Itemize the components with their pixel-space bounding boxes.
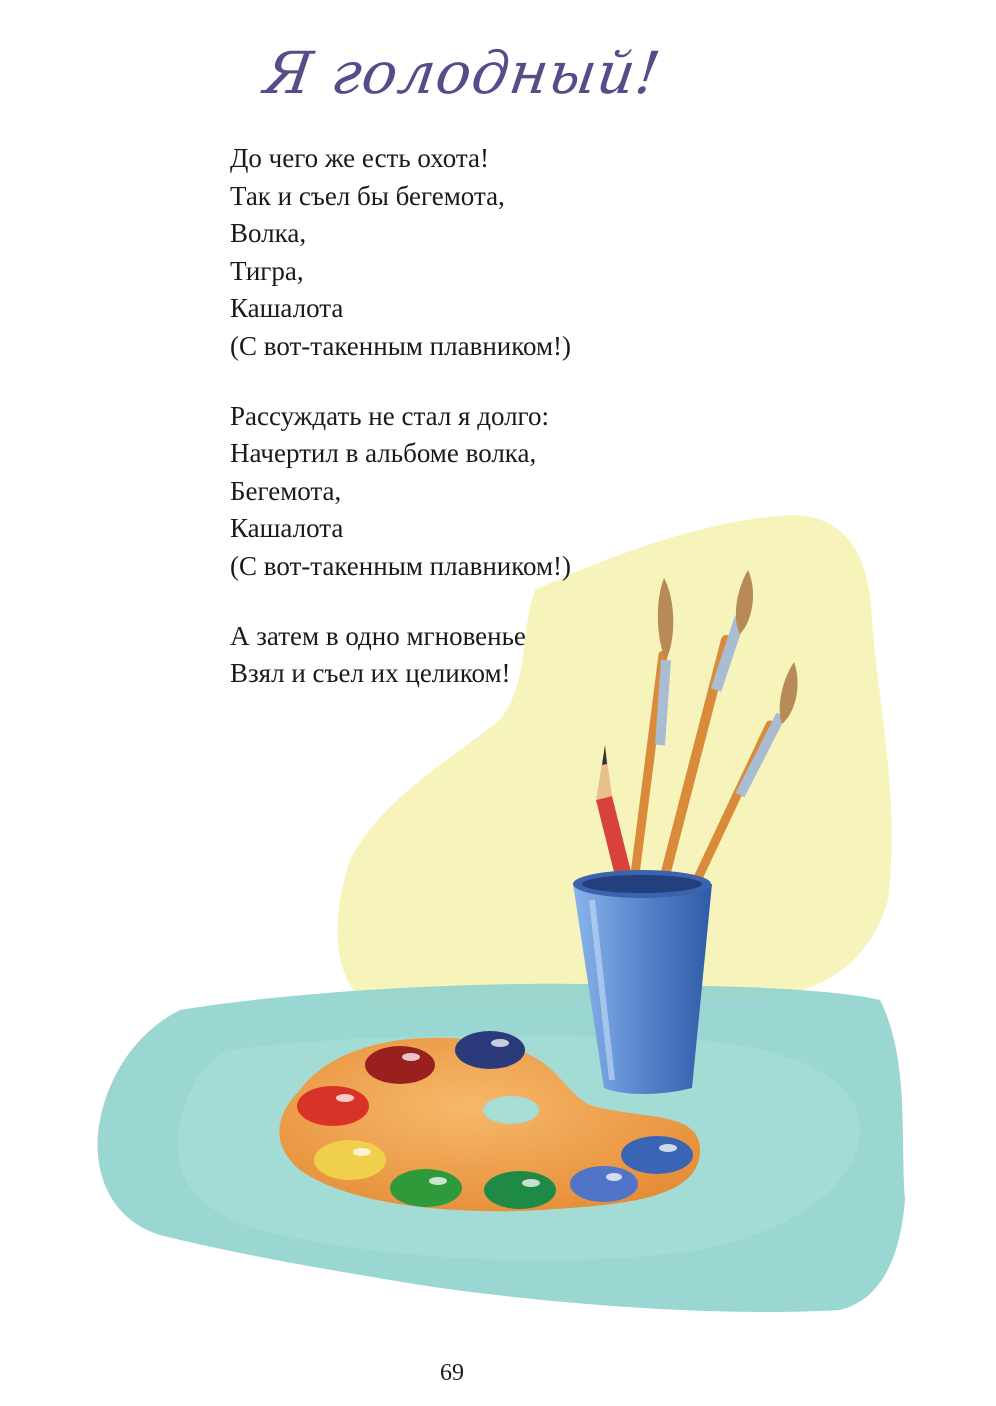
poem-line: Кашалота <box>230 293 344 324</box>
stanza <box>230 398 710 586</box>
poem-line: Бегемота, <box>230 475 342 506</box>
poem-title: Я голодный! <box>260 39 666 107</box>
poem-line: А затем в одно мгновенье <box>230 620 526 651</box>
paint-blob <box>297 1086 369 1126</box>
paint-blob <box>455 1031 525 1069</box>
poem-line: Так и съел бы бегемота, <box>230 180 505 211</box>
poem-line: Взял и съел их целиком! <box>230 658 511 689</box>
paint-blob <box>621 1136 693 1174</box>
poem-line: (С вот-такенным плавником!) <box>230 330 572 361</box>
paint-blob <box>365 1046 435 1084</box>
poem-line: Тигра, <box>230 255 304 286</box>
stanza <box>230 140 710 366</box>
poem-body <box>230 140 710 725</box>
page-number: 69 <box>440 1360 464 1386</box>
paint-blob <box>570 1166 638 1202</box>
poem-line: Волка, <box>230 218 307 249</box>
poem-line: Рассуждать не стал я долго: <box>230 400 549 431</box>
poem-line: Начертил в альбоме волка, <box>230 438 537 469</box>
poem-line: (С вот-такенным плавником!) <box>230 550 572 581</box>
paint-blob <box>484 1171 556 1209</box>
paint-blob <box>390 1169 462 1207</box>
paint-blob <box>314 1140 386 1180</box>
stanza <box>230 618 710 693</box>
poem-line: До чего же есть охота! <box>230 143 489 173</box>
poem-line: Кашалота <box>230 513 344 544</box>
